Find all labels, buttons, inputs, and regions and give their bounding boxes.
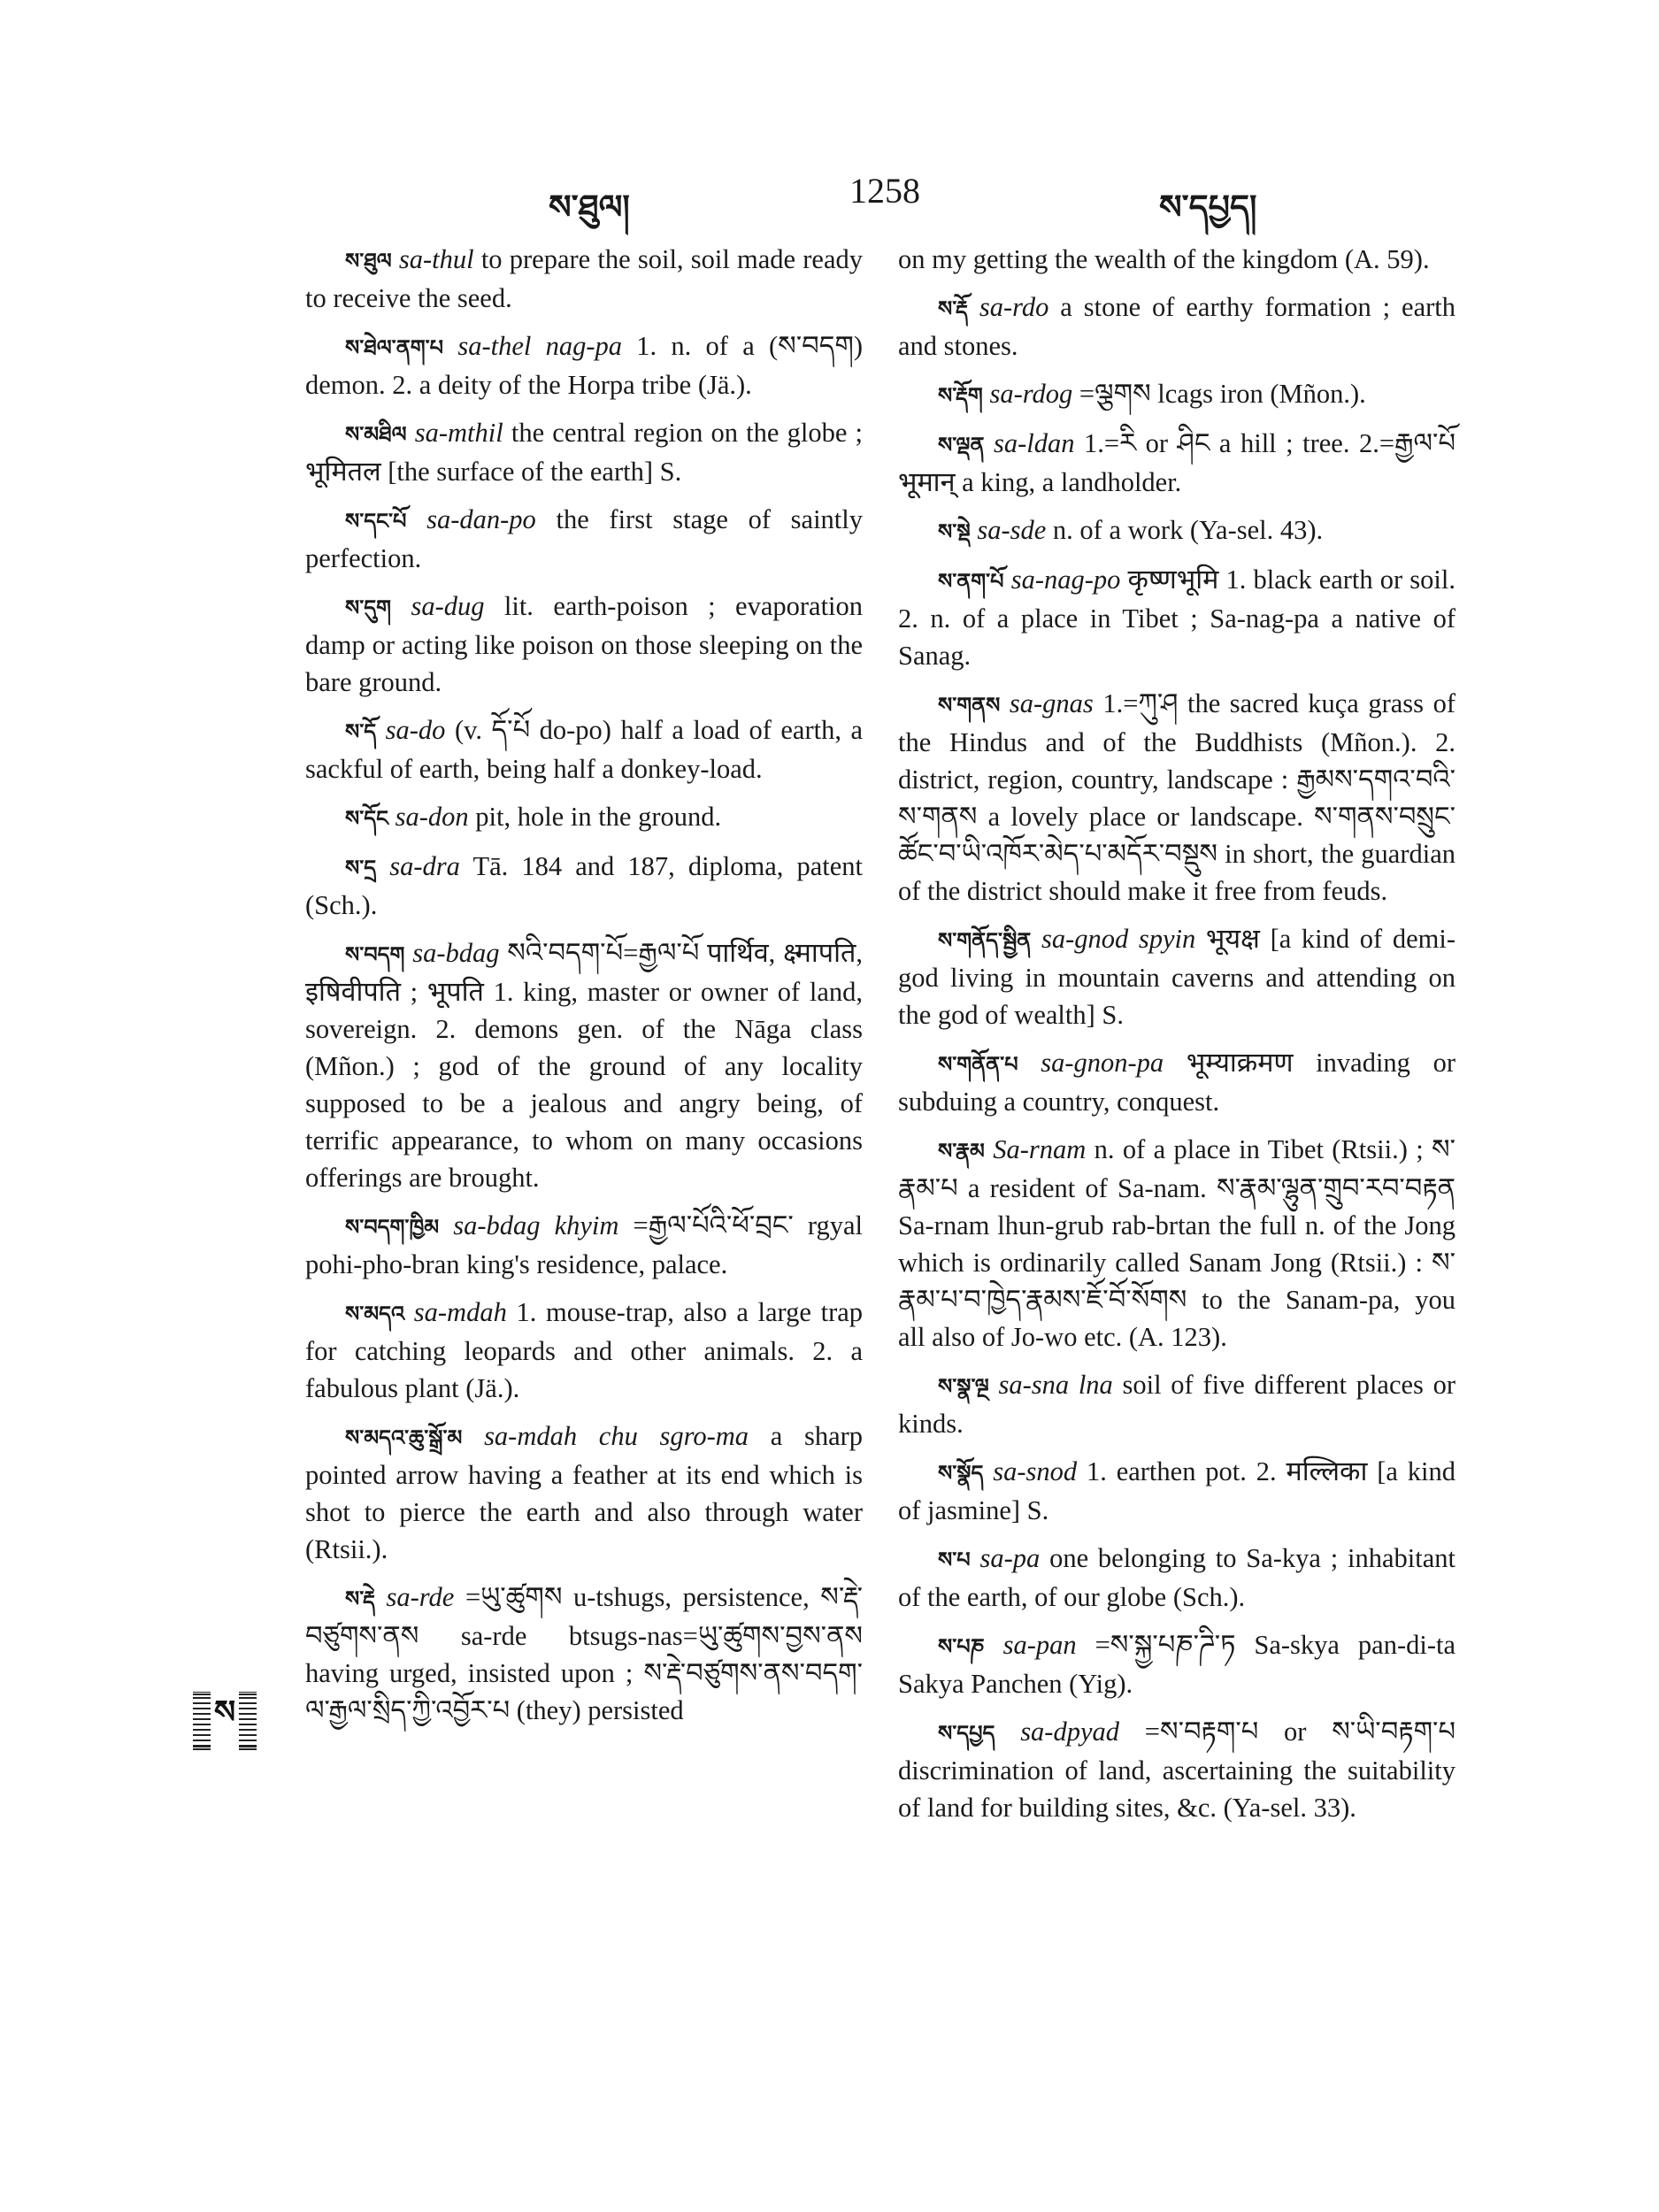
definition: (v. དོ་པོ do-po) half a load of earth, a sackful of earth, being half a donkey-load. xyxy=(305,715,863,784)
dictionary-entry xyxy=(898,1366,1455,1442)
tibetan-headword: ས་པ xyxy=(938,1548,971,1572)
transliteration: sa-do xyxy=(385,715,446,745)
tibetan-headword: ས་ཐུལ xyxy=(345,249,392,273)
dictionary-entry xyxy=(898,288,1455,365)
transliteration: sa-gnas xyxy=(1009,688,1094,718)
tibetan-headword: ས་དྲ xyxy=(345,856,377,880)
transliteration: sa-nag-po xyxy=(1010,565,1121,595)
dictionary-entry xyxy=(898,685,1455,910)
dictionary-entry xyxy=(305,1578,863,1729)
dictionary-entry xyxy=(305,501,863,577)
dictionary-entry xyxy=(305,1417,863,1568)
transliteration: sa-don xyxy=(395,802,469,832)
dictionary-entry xyxy=(305,414,863,490)
tibetan-headword: ས་པཎ xyxy=(938,1634,985,1659)
transliteration: sa-mdah chu sgro-ma xyxy=(484,1421,749,1451)
dictionary-entry xyxy=(898,241,1455,278)
tibetan-headword: ས་བདག་ཁྱིམ xyxy=(345,1215,440,1240)
dictionary-entry xyxy=(305,588,863,701)
tibetan-headword: ས་གནོད་སྦྱིན xyxy=(938,928,1032,953)
transliteration: sa-rdog xyxy=(989,379,1073,409)
dictionary-entry xyxy=(305,327,863,403)
header-right-word: ས་དཔྱད། xyxy=(1159,188,1257,227)
dictionary-entry xyxy=(305,711,863,787)
transliteration: sa-snod xyxy=(993,1456,1078,1486)
transliteration: sa-dra xyxy=(389,851,460,881)
definition: the first stage of saintly perfection. xyxy=(305,504,864,573)
tibetan-headword: ས་བདག xyxy=(345,942,405,967)
dictionary-entry xyxy=(305,848,863,924)
definition: lit. earth-poison ; evaporation damp or acting like poison on those sleeping on the bare ground. xyxy=(305,591,864,697)
tibetan-headword: ས་མཐིལ xyxy=(345,422,407,447)
transliteration: sa-pan xyxy=(1002,1630,1077,1660)
transliteration: sa-rdo xyxy=(979,292,1049,322)
transliteration: sa-dpyad xyxy=(1020,1717,1120,1747)
tibetan-headword: ས་རྡོ xyxy=(938,296,968,321)
definition: n. of a work (Ya-sel. 43). xyxy=(1052,515,1324,545)
tibetan-headword: ས་གནས xyxy=(938,693,1001,718)
transliteration: sa-dan-po xyxy=(426,504,536,534)
definition: =ལྕགས lcags iron (Mñon.). xyxy=(1079,379,1366,409)
tibetan-headword: ས་གནོན་པ xyxy=(938,1052,1018,1077)
dictionary-entry xyxy=(898,920,1455,1033)
transliteration: Sa-rnam xyxy=(993,1134,1087,1164)
dictionary-entry xyxy=(305,1294,863,1407)
definition: one belonging to Sa-kya ; inhabitant of the earth, of our globe (Sch.). xyxy=(898,1543,1456,1612)
transliteration: sa-bdag khyim xyxy=(453,1210,619,1240)
transliteration: sa-thul xyxy=(398,244,474,274)
definition: =རྒྱལ་པོའི་ཕོ་བྲང་ rgyal pohi-pho-bran king's residence, palace. xyxy=(305,1210,863,1279)
dictionary-entry xyxy=(898,375,1455,414)
tibetan-headword: ས་སྣ་ལྔ xyxy=(938,1374,989,1399)
dictionary-entry xyxy=(898,1626,1455,1702)
transliteration: sa-mdah xyxy=(413,1297,507,1327)
dictionary-entry xyxy=(898,1044,1455,1120)
transliteration: sa-ldan xyxy=(994,428,1075,458)
tibetan-headword: ས་རྡེ xyxy=(345,1586,375,1611)
header-left-word: ས་ཐུལ། xyxy=(549,188,630,227)
thumb-index-marker xyxy=(193,1692,257,1750)
transliteration: sa-sde xyxy=(977,515,1047,545)
dictionary-entry xyxy=(305,241,863,317)
tibetan-headword: ས་རྡོག xyxy=(938,383,983,408)
definition: Tā. 184 and 187, diploma, patent (Sch.). xyxy=(305,851,864,920)
dictionary-entry xyxy=(898,1131,1455,1356)
definition: 1. n. of a (ས་བདག) demon. 2. a deity of the Horpa tribe (Jä.). xyxy=(305,331,864,400)
thumb-index-letter: ས xyxy=(211,1676,239,1766)
dictionary-entry xyxy=(305,1207,863,1283)
dictionary-entry xyxy=(898,511,1455,550)
definition: n. of a place in Tibet (Rtsii.) ; ས་རྣམ་པ a resident of Sa-nam. ས་རྣམ་ལྷུན་གྲུབ་རབ་བརྟན Sa-rnam lhun-grub rab-brtan the full n. of the Jong which is ordinarily called Sanam Jong (Rtsii.) : ས་རྣམ་པ་བ་ཁྱེད་རྣམས་ཇོ་བོ་སོགས to the Sanam-pa, you all also of Jo-wo etc. (A. 123). xyxy=(898,1134,1456,1352)
dictionary-entry xyxy=(898,425,1455,501)
transliteration: sa-mthil xyxy=(414,418,503,448)
running-header xyxy=(292,170,1460,227)
definition: 1. mouse-trap, also a large trap for catching leopards and other animals. 2. a fabulous plant (Jä.). xyxy=(305,1297,864,1403)
dictionary-entry xyxy=(898,561,1455,674)
tibetan-headword: ས་མདའ་ཆུ་སྒྲོ་མ xyxy=(345,1425,463,1450)
transliteration: sa-rde xyxy=(386,1582,455,1612)
definition: 1. earthen pot. 2. मल्लिका [a kind of jasmine] S. xyxy=(898,1456,1456,1525)
transliteration: sa-bdag xyxy=(412,938,500,968)
dictionary-entry xyxy=(898,1540,1455,1616)
tibetan-headword: ས་ལྡན xyxy=(938,433,985,457)
definition: on my getting the wealth of the kingdom (A. 59). xyxy=(898,244,1430,274)
transliteration: sa-thel nag-pa xyxy=(457,331,623,361)
definition: =ས་སྐྱ་པཎ་ཌི་ཏ Sa-skya pan-di-ta Sakya Panchen (Yig). xyxy=(898,1630,1455,1699)
transliteration: sa-dug xyxy=(411,591,485,621)
tibetan-headword: ས་དོང xyxy=(345,806,388,831)
definition: a sharp pointed arrow having a feather at its end which is shot to pierce the earth and also through water (Rtsii.). xyxy=(305,1421,864,1564)
dictionary-entry xyxy=(305,798,863,837)
page-number: 1258 xyxy=(849,171,920,211)
dictionary-entry xyxy=(898,1713,1455,1826)
tibetan-headword: ས་སྡེ xyxy=(938,519,971,544)
definition: soil of five different places or kinds. xyxy=(898,1370,1456,1439)
definition: the central region on the globe ; भूमितल [the surface of the earth] S. xyxy=(305,418,863,487)
dictionary-entry xyxy=(898,1453,1455,1529)
tibetan-headword: ས་སྣོད xyxy=(938,1461,984,1486)
tibetan-headword: ས་དུག xyxy=(345,595,392,620)
definition: कृष्णभूमि 1. black earth or soil. 2. n. of a place in Tibet ; Sa-nag-pa a native of Sanag. xyxy=(898,565,1455,671)
definition: =ཡུ་ཚུགས u-tshugs, persistence, ས་རྡེ་བཙུགས་ནས sa-rde btsugs-nas=ཡུ་ཚུགས་བྱས་ནས having urged, insisted upon ; ས་རྡེ་བཙུགས་ནས་བདག་ལ་རྒྱལ་སྲིད་ཀྱི་འབྱོར་པ (they) persisted xyxy=(305,1582,864,1725)
tibetan-headword: ས་མདའ xyxy=(345,1302,405,1326)
transliteration: sa-sna lna xyxy=(998,1370,1113,1400)
transliteration: sa-pa xyxy=(979,1543,1041,1573)
definition: 1.=རི or ཤིང a hill ; tree. 2.=རྒྱལ་པོ भूमान् a king, a landholder. xyxy=(898,428,1456,497)
transliteration: sa-gnon-pa xyxy=(1041,1048,1164,1078)
definition: pit, hole in the ground. xyxy=(475,802,722,832)
tibetan-headword: ས་ནག་པོ xyxy=(938,569,1004,594)
definition: a stone of earthy formation ; earth and stones. xyxy=(898,292,1456,361)
transliteration: sa-gnod spyin xyxy=(1041,924,1196,954)
right-column xyxy=(898,241,1455,1837)
definition: भूम्याक्रमण invading or subduing a country, conquest. xyxy=(898,1048,1455,1117)
definition: སའི་བདག་པོ=རྒྱལ་པོ पार्थिव, क्ष्मापति, इषिवीपति ; भूपति 1. king, master or owner of land, sovereign. 2. demons gen. of the Nāga class (Mñon.) ; god of the ground of any locality supposed to be a jealous and angry being, of terrific appearance, to whom on many occasions offerings are brought. xyxy=(305,938,864,1193)
tibetan-headword: ས་དོ xyxy=(345,719,377,744)
tibetan-headword: ས་ཐེལ་ནག་པ xyxy=(345,335,444,360)
definition: 1.=ཀུ་ཤ the sacred kuça grass of the Hindus and of the Buddhists (Mñon.). 2. district, region, country, landscape : རྒྱམས་དགའ་བའི་ས་གནས a lovely place or landscape. ས་གནས་བསྲུང་ཚོང་བ་ཡི་འཁོར་མེད་པ་མདོར་བསྡུས in short, the guardian of the district should make it free from feuds. xyxy=(898,688,1455,906)
tibetan-headword: ས་རྣམ xyxy=(938,1139,985,1164)
left-column xyxy=(305,241,863,1740)
definition: भूयक्ष [a kind of demi-god living in mountain caverns and attending on the god of wealth] S. xyxy=(898,924,1455,1030)
definition: =ས་བརྟག་པ or ས་ཡི་བརྟག་པ discrimination of land, ascertaining the suitability of land for building sites, &c. (Ya-sel. 33). xyxy=(898,1717,1456,1823)
definition: to prepare the soil, soil made ready to receive the seed. xyxy=(305,244,863,313)
tibetan-headword: ས་དཔྱད xyxy=(938,1721,995,1746)
dictionary-entry xyxy=(305,934,863,1196)
tibetan-headword: ས་དང་པོ xyxy=(345,509,407,534)
